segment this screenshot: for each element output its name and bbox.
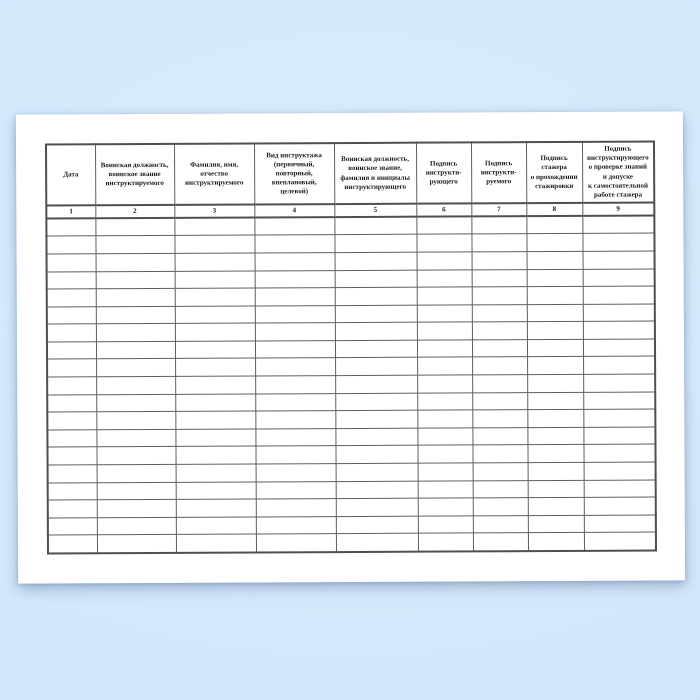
empty-cell [417, 322, 472, 340]
empty-cell [417, 340, 472, 358]
empty-cell [47, 412, 96, 430]
empty-cell [336, 516, 418, 534]
empty-cell [472, 427, 527, 445]
empty-cell [473, 480, 528, 498]
empty-cell [97, 535, 176, 553]
empty-cell [473, 533, 528, 551]
empty-cell [583, 444, 655, 462]
table-header-row [46, 142, 654, 206]
empty-cell [254, 217, 334, 235]
empty-cell [96, 341, 175, 359]
empty-cell [335, 322, 417, 340]
empty-cell [335, 305, 417, 323]
table-header [46, 142, 654, 219]
empty-cell [527, 339, 583, 357]
empty-cell [417, 375, 472, 393]
empty-cell [97, 500, 176, 518]
empty-cell [527, 322, 583, 340]
empty-cell [583, 374, 655, 392]
empty-cell [96, 412, 175, 430]
empty-cell [175, 411, 255, 429]
empty-cell [255, 358, 335, 376]
empty-cell [335, 393, 417, 411]
empty-cell [176, 499, 256, 517]
empty-cell [335, 410, 417, 428]
col-number-7: 7 [471, 203, 526, 216]
empty-cell [256, 464, 336, 482]
empty-cell [527, 445, 583, 463]
empty-cell [335, 252, 417, 270]
empty-cell [583, 251, 655, 269]
empty-cell [96, 288, 175, 306]
empty-cell [175, 376, 255, 394]
empty-cell [416, 217, 471, 235]
empty-cell [417, 269, 472, 287]
empty-cell [255, 288, 335, 306]
empty-cell [583, 321, 655, 339]
empty-cell [473, 515, 528, 533]
empty-cell [96, 253, 175, 271]
empty-cell [255, 411, 335, 429]
empty-rows [46, 216, 656, 553]
empty-cell [417, 305, 472, 323]
empty-cell [336, 481, 418, 499]
empty-cell [417, 410, 472, 428]
empty-cell [334, 217, 416, 235]
empty-cell [176, 482, 256, 500]
document-page [16, 111, 685, 583]
empty-cell [527, 269, 583, 287]
empty-cell [418, 516, 473, 534]
col-number-8: 8 [526, 203, 582, 216]
empty-cell [336, 498, 418, 516]
empty-cell [472, 445, 527, 463]
empty-cell [96, 447, 175, 465]
empty-cell [254, 235, 334, 253]
empty-cell [472, 392, 527, 410]
empty-cell [175, 429, 255, 447]
empty-cell [336, 534, 418, 552]
empty-cell [96, 324, 175, 342]
empty-cell [335, 446, 417, 464]
empty-cell [472, 357, 527, 375]
empty-cell [472, 322, 527, 340]
empty-cell [46, 236, 95, 254]
empty-cell [175, 358, 255, 376]
empty-cell [256, 534, 336, 552]
col-number-2: 2 [95, 205, 174, 218]
empty-cell [48, 518, 97, 536]
empty-cell [584, 480, 656, 498]
empty-cell [528, 515, 584, 533]
col-number-5: 5 [334, 204, 416, 217]
empty-cell [473, 463, 528, 481]
empty-cell [255, 428, 335, 446]
empty-cell [584, 497, 656, 515]
empty-cell [472, 304, 527, 322]
empty-cell [418, 481, 473, 499]
col-number-9: 9 [582, 203, 654, 216]
empty-cell [255, 376, 335, 394]
empty-cell [255, 305, 335, 323]
empty-cell [583, 392, 655, 410]
empty-cell [527, 374, 583, 392]
empty-cell [97, 464, 176, 482]
empty-cell [255, 446, 335, 464]
empty-cell [471, 216, 526, 234]
empty-cell [46, 218, 95, 236]
empty-cell [417, 287, 472, 305]
empty-cell [471, 234, 526, 252]
empty-cell [176, 517, 256, 535]
empty-cell [527, 410, 583, 428]
empty-cell [472, 410, 527, 428]
empty-cell [583, 409, 655, 427]
empty-cell [582, 233, 654, 251]
empty-cell [255, 340, 335, 358]
empty-cell [417, 357, 472, 375]
empty-cell [47, 306, 96, 324]
empty-cell [48, 465, 97, 483]
empty-cell [95, 236, 174, 254]
empty-cell [96, 394, 175, 412]
col-header-instructed-position-rank: Воинская должность, воинское звание инструктируемого [95, 144, 174, 206]
empty-cell [47, 394, 96, 412]
col-header-instructor-position-rank-name: Воинская должность, воинское звание, фамилия и инициалы инструктирующего [334, 143, 416, 205]
empty-cell [584, 515, 656, 533]
empty-cell [175, 306, 255, 324]
empty-cell [256, 516, 336, 534]
empty-cell [417, 252, 472, 270]
empty-cell [528, 480, 584, 498]
col-header-instructed-name: Фамилия, имя, отчество инструктируемого [174, 143, 254, 205]
col-header-trainee-internship-signature: Подпись стажера о прохождении стажировки [526, 142, 582, 203]
empty-cell [527, 251, 583, 269]
empty-cell [582, 216, 654, 234]
empty-cell [175, 288, 255, 306]
empty-cell [583, 286, 655, 304]
col-number-6: 6 [416, 204, 471, 217]
empty-cell [175, 446, 255, 464]
col-number-3: 3 [174, 205, 254, 218]
empty-cell [174, 218, 254, 236]
empty-cell [175, 323, 255, 341]
empty-cell [97, 517, 176, 535]
empty-cell [583, 427, 655, 445]
empty-cell [416, 234, 471, 252]
empty-cell [527, 427, 583, 445]
empty-cell [255, 270, 335, 288]
empty-cell [583, 304, 655, 322]
empty-cell [526, 216, 582, 234]
empty-cell [335, 375, 417, 393]
col-number-1: 1 [46, 205, 95, 218]
empty-cell [175, 270, 255, 288]
empty-cell [96, 359, 175, 377]
empty-cell [472, 340, 527, 358]
empty-cell [472, 252, 527, 270]
col-header-instructed-signature: Подпись инструкти- руемого [471, 142, 526, 203]
empty-cell [95, 218, 174, 236]
empty-cell [528, 533, 584, 551]
empty-cell [47, 289, 96, 307]
empty-cell [335, 270, 417, 288]
empty-cell [47, 254, 96, 272]
empty-cell [47, 342, 96, 360]
empty-cell [418, 533, 473, 551]
empty-cell [528, 498, 584, 516]
empty-cell [256, 481, 336, 499]
empty-cell [527, 357, 583, 375]
empty-cell [174, 235, 254, 253]
empty-cell [583, 339, 655, 357]
empty-cell [47, 271, 96, 289]
empty-cell [175, 253, 255, 271]
empty-cell [176, 464, 256, 482]
col-number-4: 4 [254, 204, 334, 217]
empty-cell [584, 532, 656, 550]
empty-cell [335, 287, 417, 305]
empty-cell [97, 482, 176, 500]
col-header-knowledge-check-signature: Подпись инструктирующего о проверке знаний и допуске к самостоятельной работе стажера [582, 142, 654, 204]
empty-cell [175, 394, 255, 412]
empty-cell [526, 234, 582, 252]
empty-cell [255, 393, 335, 411]
empty-cell [48, 500, 97, 518]
col-header-instructor-signature: Подпись инструкти- рующего [416, 142, 471, 203]
empty-cell [417, 428, 472, 446]
empty-cell [48, 535, 97, 553]
empty-cell [584, 462, 656, 480]
instruction-log-table [45, 141, 657, 554]
empty-cell [96, 376, 175, 394]
empty-cell [176, 534, 256, 552]
empty-cell [527, 286, 583, 304]
empty-cell [47, 359, 96, 377]
empty-cell [528, 462, 584, 480]
empty-cell [47, 377, 96, 395]
empty-cell [96, 271, 175, 289]
empty-cell [417, 445, 472, 463]
empty-cell [96, 429, 175, 447]
empty-cell [48, 482, 97, 500]
empty-cell [47, 430, 96, 448]
empty-cell [256, 499, 336, 517]
empty-cell [418, 498, 473, 516]
empty-cell [473, 498, 528, 516]
empty-cell [527, 392, 583, 410]
empty-cell [335, 428, 417, 446]
empty-cell [255, 252, 335, 270]
empty-cell [472, 375, 527, 393]
empty-cell [336, 463, 418, 481]
empty-cell [583, 269, 655, 287]
empty-cell [417, 393, 472, 411]
empty-row [48, 532, 656, 553]
empty-cell [472, 269, 527, 287]
empty-cell [47, 324, 96, 342]
empty-cell [527, 304, 583, 322]
empty-cell [47, 447, 96, 465]
empty-cell [175, 341, 255, 359]
empty-cell [583, 356, 655, 374]
empty-cell [335, 340, 417, 358]
empty-cell [472, 287, 527, 305]
col-header-instruction-type: Вид инструктажа (первичный, повторный, внеплановый, целевой) [254, 143, 334, 205]
col-header-date: Дата [46, 144, 95, 205]
empty-cell [334, 234, 416, 252]
empty-cell [335, 358, 417, 376]
empty-cell [418, 463, 473, 481]
empty-cell [96, 306, 175, 324]
empty-cell [255, 323, 335, 341]
